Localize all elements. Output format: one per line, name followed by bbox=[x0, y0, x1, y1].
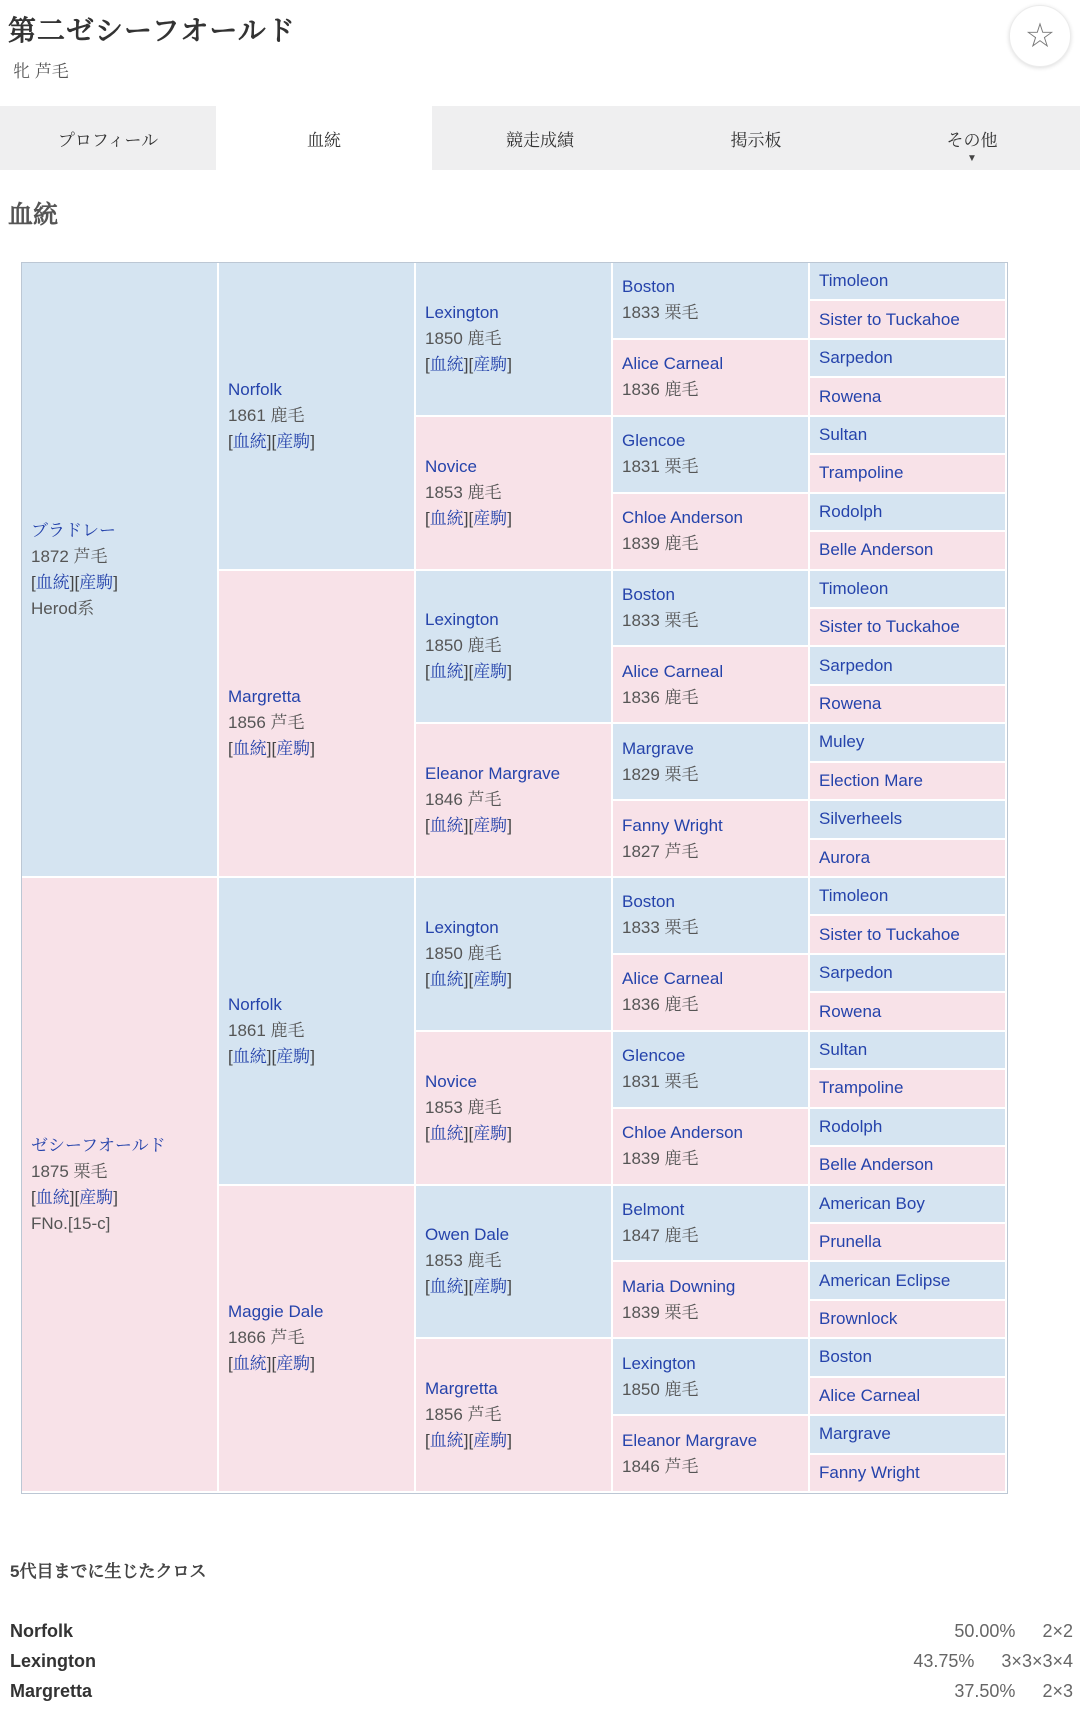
horse-name-line bbox=[425, 1222, 607, 1248]
horse-name-line bbox=[819, 960, 1001, 986]
horse-name-line bbox=[819, 883, 1001, 909]
horse-name-line bbox=[819, 729, 1001, 755]
blood-link[interactable]: 血統 bbox=[232, 1354, 267, 1374]
horse-link[interactable]: Trampoline bbox=[819, 463, 904, 483]
horse-link[interactable]: Sarpedon bbox=[819, 963, 893, 983]
blood-link[interactable]: 血統 bbox=[429, 969, 464, 989]
birth-year-coat: 1839 鹿毛 bbox=[622, 534, 699, 554]
cell-links: [血統][産駒] bbox=[425, 508, 512, 528]
horse-name-line bbox=[622, 1274, 804, 1300]
pedigree-cell bbox=[810, 955, 1007, 993]
blood-link[interactable]: 血統 bbox=[232, 739, 267, 759]
pedigree-cell bbox=[810, 301, 1007, 339]
horse-name-line bbox=[819, 922, 1001, 948]
horse-link[interactable]: Prunella bbox=[819, 1232, 882, 1252]
horse-link[interactable]: Sister to Tuckahoe bbox=[819, 617, 960, 637]
blood-link[interactable]: 血統 bbox=[429, 662, 464, 682]
horse-link[interactable]: Trampoline bbox=[819, 1078, 904, 1098]
birth-year-coat: 1850 鹿毛 bbox=[425, 943, 502, 963]
pedigree-cell bbox=[613, 647, 810, 724]
horse-link[interactable]: Alice Carneal bbox=[622, 661, 724, 681]
pedigree-table bbox=[21, 262, 1008, 1494]
horse-name-line bbox=[819, 537, 1001, 563]
pedigree-cell bbox=[810, 1032, 1007, 1070]
tab-label: プロフィール bbox=[57, 130, 159, 150]
horse-name-line bbox=[425, 607, 607, 633]
offspring-link[interactable]: 産駒 bbox=[473, 816, 508, 836]
cross-horse-name: Norfolk bbox=[10, 1620, 73, 1641]
pedigree-cell bbox=[416, 263, 613, 417]
horse-name-line bbox=[622, 505, 804, 531]
birth-year-coat: 1836 鹿毛 bbox=[622, 380, 699, 400]
horse-name-line bbox=[819, 1460, 1001, 1486]
birth-year-coat: 1850 鹿毛 bbox=[622, 1379, 699, 1399]
horse-link[interactable]: Lexington bbox=[425, 917, 499, 937]
horse-name-line bbox=[228, 377, 410, 403]
cross-horse-name: Margretta bbox=[10, 1680, 93, 1701]
horse-link[interactable]: Rodolph bbox=[819, 501, 883, 521]
horse-link[interactable]: Margretta bbox=[425, 1379, 498, 1399]
cell-links: [血統][産駒] bbox=[425, 354, 512, 374]
horse-link[interactable]: Boston bbox=[819, 1347, 872, 1367]
horse-name-line bbox=[819, 345, 1001, 371]
horse-name-line bbox=[819, 614, 1001, 640]
horse-name-line bbox=[819, 653, 1001, 679]
birth-year-coat: 1846 芦毛 bbox=[622, 1456, 699, 1476]
pedigree-cell bbox=[810, 1416, 1007, 1454]
cell-links: [血統][産駒] bbox=[425, 1277, 512, 1297]
pedigree-cell bbox=[810, 417, 1007, 455]
horse-link[interactable]: Muley bbox=[819, 732, 865, 752]
cross-heading: 5代目までに生じたクロス bbox=[10, 1562, 207, 1581]
pedigree-cell bbox=[810, 571, 1007, 609]
horse-name-line bbox=[819, 1383, 1001, 1409]
favorite-button[interactable] bbox=[1009, 5, 1071, 67]
pedigree-cell bbox=[416, 1339, 613, 1493]
horse-sex-coat: 牝 芦毛 bbox=[13, 62, 69, 81]
pedigree-cell bbox=[810, 1070, 1007, 1108]
birth-year-coat: 1856 芦毛 bbox=[228, 713, 305, 733]
horse-name-line bbox=[622, 1043, 804, 1069]
pedigree-cell bbox=[613, 263, 810, 340]
horse-name-line bbox=[819, 691, 1001, 717]
birth-year-coat: 1833 栗毛 bbox=[622, 610, 699, 630]
cell-links: [血統][産駒] bbox=[425, 662, 512, 682]
horse-link[interactable]: Novice bbox=[425, 456, 477, 476]
horse-name-line bbox=[622, 582, 804, 608]
birth-year-coat: 1861 鹿毛 bbox=[228, 1020, 305, 1040]
horse-link[interactable]: Sarpedon bbox=[819, 655, 893, 675]
birth-year-coat: 1833 栗毛 bbox=[622, 303, 699, 323]
blood-link[interactable]: 血統 bbox=[232, 431, 267, 451]
pedigree-cell bbox=[613, 724, 810, 801]
page-header bbox=[0, 0, 1080, 82]
pedigree-cell bbox=[613, 1186, 810, 1263]
horse-link[interactable]: Alice Carneal bbox=[622, 354, 724, 374]
horse-name-line bbox=[819, 268, 1001, 294]
pedigree-cell bbox=[810, 1147, 1007, 1185]
pedigree-cell bbox=[613, 340, 810, 417]
horse-name-line bbox=[819, 1306, 1001, 1332]
horse-name: 第二ゼシーフオールド bbox=[8, 15, 296, 46]
caret-down-icon: ▼ bbox=[967, 153, 977, 164]
pedigree-cell bbox=[810, 840, 1007, 878]
horse-name-line bbox=[622, 428, 804, 454]
horse-name-line bbox=[622, 736, 804, 762]
horse-name-line bbox=[622, 1120, 804, 1146]
birth-year-coat: 1836 鹿毛 bbox=[622, 687, 699, 707]
cross-pattern: 3×3×3×4 bbox=[1001, 1650, 1073, 1671]
horse-link[interactable]: Boston bbox=[622, 277, 675, 297]
horse-link[interactable]: Eleanor Margrave bbox=[425, 764, 561, 784]
pedigree-cell bbox=[613, 1109, 810, 1186]
birth-year-coat: 1829 栗毛 bbox=[622, 764, 699, 784]
pedigree-cell bbox=[613, 955, 810, 1032]
birth-year-coat: 1853 鹿毛 bbox=[425, 482, 502, 502]
pedigree-cell bbox=[810, 609, 1007, 647]
horse-link[interactable]: Timoleon bbox=[819, 886, 889, 906]
offspring-link[interactable]: 産駒 bbox=[473, 1123, 508, 1143]
pedigree-cell bbox=[416, 417, 613, 571]
horse-link[interactable]: Margrave bbox=[819, 1424, 891, 1444]
pedigree-cell bbox=[810, 686, 1007, 724]
horse-link[interactable]: Lexington bbox=[622, 1353, 696, 1373]
horse-name-line bbox=[31, 1133, 213, 1159]
cell-links: [血統][産駒] bbox=[31, 572, 118, 592]
horse-name-line bbox=[622, 351, 804, 377]
pedigree-cell bbox=[810, 263, 1007, 301]
horse-link[interactable]: Glencoe bbox=[622, 431, 686, 451]
cell-links: [血統][産駒] bbox=[228, 1354, 315, 1374]
pedigree-table-body bbox=[22, 263, 1007, 1493]
birth-year-coat: 1856 芦毛 bbox=[425, 1405, 502, 1425]
horse-link[interactable]: Lexington bbox=[425, 610, 499, 630]
offspring-link[interactable]: 産駒 bbox=[473, 354, 508, 374]
tab-label: 競走成績 bbox=[506, 130, 574, 150]
birth-year-coat: 1827 芦毛 bbox=[622, 841, 699, 861]
birth-year-coat: 1853 鹿毛 bbox=[425, 1251, 502, 1271]
pedigree-cell bbox=[810, 1186, 1007, 1224]
horse-link[interactable]: Alice Carneal bbox=[819, 1385, 921, 1405]
horse-link[interactable]: Alice Carneal bbox=[622, 969, 724, 989]
horse-name-line bbox=[228, 684, 410, 710]
horse-link[interactable]: Belle Anderson bbox=[819, 1155, 934, 1175]
horse-name-line bbox=[819, 1344, 1001, 1370]
horse-name-line bbox=[819, 460, 1001, 486]
horse-link[interactable]: Belmont bbox=[622, 1199, 685, 1219]
horse-name-line bbox=[425, 1069, 607, 1095]
pedigree-heading: 血統 bbox=[8, 201, 59, 229]
horse-link[interactable]: Glencoe bbox=[622, 1046, 686, 1066]
horse-link[interactable]: Maggie Dale bbox=[228, 1302, 324, 1322]
pedigree-cell bbox=[810, 1109, 1007, 1147]
horse-name-line bbox=[819, 806, 1001, 832]
offspring-link[interactable]: 産駒 bbox=[276, 431, 311, 451]
tab-race-results[interactable] bbox=[432, 106, 648, 170]
horse-name-line bbox=[819, 1152, 1001, 1178]
horse-name-line bbox=[425, 1376, 607, 1402]
horse-link[interactable]: Chloe Anderson bbox=[622, 508, 743, 528]
cross-pattern: 2×2 bbox=[1042, 1620, 1073, 1641]
birth-year-coat: 1846 芦毛 bbox=[425, 790, 502, 810]
cell-links: [血統][産駒] bbox=[228, 739, 315, 759]
blood-link[interactable]: 血統 bbox=[429, 1123, 464, 1143]
blood-link[interactable]: 血統 bbox=[35, 572, 70, 592]
horse-link[interactable]: Election Mare bbox=[819, 770, 923, 790]
horse-link[interactable]: Margretta bbox=[228, 687, 301, 707]
blood-link[interactable]: 血統 bbox=[429, 816, 464, 836]
blood-link[interactable]: 血統 bbox=[232, 1046, 267, 1066]
horse-name-line bbox=[819, 845, 1001, 871]
horse-link[interactable]: Chloe Anderson bbox=[622, 1123, 743, 1143]
cell-links: [血統][産駒] bbox=[425, 1431, 512, 1451]
horse-name-line bbox=[819, 1075, 1001, 1101]
horse-name-line bbox=[622, 659, 804, 685]
horse-link[interactable]: American Eclipse bbox=[819, 1270, 951, 1290]
birth-year-coat: 1872 芦毛 bbox=[31, 546, 108, 566]
pedigree-cell bbox=[613, 1032, 810, 1109]
cell-links: [血統][産駒] bbox=[228, 431, 315, 451]
pedigree-cell bbox=[810, 993, 1007, 1031]
horse-link[interactable]: Sultan bbox=[819, 1039, 868, 1059]
cross-horse-name: Lexington bbox=[10, 1650, 96, 1671]
horse-link[interactable]: Sister to Tuckahoe bbox=[819, 309, 960, 329]
lineage-note: Herod系 bbox=[31, 598, 95, 618]
horse-link[interactable]: Brownlock bbox=[819, 1309, 898, 1329]
pedigree-cell bbox=[810, 1455, 1007, 1493]
pedigree-section bbox=[0, 200, 1080, 1706]
pedigree-cell bbox=[219, 1186, 416, 1494]
horse-link[interactable]: ゼシーフオールド bbox=[31, 1135, 166, 1155]
horse-link[interactable]: ブラドレー bbox=[31, 520, 116, 540]
pedigree-cell bbox=[416, 1032, 613, 1186]
cell-links: [血統][産駒] bbox=[31, 1187, 118, 1207]
horse-link[interactable]: Novice bbox=[425, 1071, 477, 1091]
horse-link[interactable]: Aurora bbox=[819, 847, 871, 867]
pedigree-cell bbox=[810, 1262, 1007, 1300]
horse-name-line bbox=[228, 1299, 410, 1325]
birth-year-coat: 1850 鹿毛 bbox=[425, 328, 502, 348]
horse-link[interactable]: Silverheels bbox=[819, 809, 903, 829]
horse-name-line bbox=[819, 384, 1001, 410]
offspring-link[interactable]: 産駒 bbox=[473, 969, 508, 989]
birth-year-coat: 1875 栗毛 bbox=[31, 1161, 108, 1181]
pedigree-cell bbox=[613, 801, 810, 878]
offspring-link[interactable]: 産駒 bbox=[79, 1187, 114, 1207]
horse-name-line bbox=[31, 518, 213, 544]
cell-links: [血統][産駒] bbox=[425, 969, 512, 989]
birth-year-coat: 1831 栗毛 bbox=[622, 1072, 699, 1092]
cross-row bbox=[10, 1646, 1073, 1676]
pedigree-cell bbox=[22, 878, 219, 1493]
birth-year-coat: 1833 栗毛 bbox=[622, 918, 699, 938]
birth-year-coat: 1853 鹿毛 bbox=[425, 1097, 502, 1117]
tab-others[interactable] bbox=[864, 106, 1080, 170]
pedigree-cell bbox=[613, 494, 810, 571]
birth-year-coat: 1850 鹿毛 bbox=[425, 636, 502, 656]
birth-year-coat: 1839 栗毛 bbox=[622, 1302, 699, 1322]
horse-name-line bbox=[819, 499, 1001, 525]
horse-name-line bbox=[622, 813, 804, 839]
pedigree-cell bbox=[810, 724, 1007, 762]
horse-link[interactable]: Fanny Wright bbox=[622, 815, 723, 835]
tab-profile[interactable] bbox=[0, 106, 216, 170]
tab-board[interactable] bbox=[648, 106, 864, 170]
horse-link[interactable]: Sarpedon bbox=[819, 348, 893, 368]
horse-name-line bbox=[622, 274, 804, 300]
horse-name-line bbox=[819, 1037, 1001, 1063]
cross-list bbox=[10, 1616, 1073, 1706]
horse-link[interactable]: Norfolk bbox=[228, 379, 282, 399]
blood-link[interactable]: 血統 bbox=[429, 508, 464, 528]
horse-link[interactable]: Margrave bbox=[622, 738, 694, 758]
cross-percent: 37.50% bbox=[954, 1680, 1016, 1701]
blood-link[interactable]: 血統 bbox=[429, 354, 464, 374]
blood-link[interactable]: 血統 bbox=[429, 1431, 464, 1451]
horse-name-line bbox=[819, 1229, 1001, 1255]
cross-row bbox=[10, 1676, 1073, 1706]
horse-name-line bbox=[819, 768, 1001, 794]
pedigree-cell bbox=[416, 1186, 613, 1340]
offspring-link[interactable]: 産駒 bbox=[276, 1354, 311, 1374]
horse-name-line bbox=[622, 966, 804, 992]
tab-label: 血統 bbox=[307, 130, 341, 150]
blood-link[interactable]: 血統 bbox=[35, 1187, 70, 1207]
horse-link[interactable]: Timoleon bbox=[819, 578, 889, 598]
horse-link[interactable]: Rowena bbox=[819, 1001, 882, 1021]
horse-name-line bbox=[819, 1191, 1001, 1217]
pedigree-cell bbox=[810, 1378, 1007, 1416]
horse-link[interactable]: Sultan bbox=[819, 424, 868, 444]
horse-name-line bbox=[819, 1421, 1001, 1447]
horse-name-line bbox=[425, 454, 607, 480]
birth-year-coat: 1836 鹿毛 bbox=[622, 995, 699, 1015]
pedigree-cell bbox=[810, 532, 1007, 570]
horse-name-line bbox=[425, 761, 607, 787]
pedigree-cell bbox=[613, 417, 810, 494]
pedigree-cell bbox=[613, 571, 810, 648]
horse-link[interactable]: Belle Anderson bbox=[819, 540, 934, 560]
pedigree-cell bbox=[219, 571, 416, 879]
pedigree-cell bbox=[613, 878, 810, 955]
horse-name-line bbox=[819, 1114, 1001, 1140]
star-icon: ☆ bbox=[1024, 17, 1056, 55]
birth-year-coat: 1839 鹿毛 bbox=[622, 1149, 699, 1169]
horse-name-line bbox=[622, 1428, 804, 1454]
horse-name-line bbox=[819, 576, 1001, 602]
pedigree-cell bbox=[810, 801, 1007, 839]
horse-link[interactable]: Timoleon bbox=[819, 271, 889, 291]
cross-row bbox=[10, 1616, 1073, 1646]
pedigree-cell bbox=[810, 1224, 1007, 1262]
birth-year-coat: 1847 鹿毛 bbox=[622, 1225, 699, 1245]
horse-link[interactable]: Rodolph bbox=[819, 1116, 883, 1136]
pedigree-cell bbox=[810, 378, 1007, 416]
horse-link[interactable]: Boston bbox=[622, 584, 675, 604]
offspring-link[interactable]: 産駒 bbox=[473, 1277, 508, 1297]
horse-name-line bbox=[622, 889, 804, 915]
horse-link[interactable]: Lexington bbox=[425, 302, 499, 322]
lineage-note: FNo.[15-c] bbox=[31, 1213, 111, 1233]
birth-year-coat: 1831 栗毛 bbox=[622, 457, 699, 477]
offspring-link[interactable]: 産駒 bbox=[276, 1046, 311, 1066]
tab-pedigree[interactable] bbox=[216, 106, 432, 170]
horse-name-line bbox=[819, 422, 1001, 448]
pedigree-cell bbox=[810, 878, 1007, 916]
tab-bar bbox=[0, 106, 1080, 170]
birth-year-coat: 1866 芦毛 bbox=[228, 1328, 305, 1348]
horse-name-line bbox=[425, 915, 607, 941]
horse-link[interactable]: Boston bbox=[622, 892, 675, 912]
cross-percent: 43.75% bbox=[913, 1650, 975, 1671]
horse-link[interactable]: Norfolk bbox=[228, 994, 282, 1014]
offspring-link[interactable]: 産駒 bbox=[473, 508, 508, 528]
pedigree-cell bbox=[219, 878, 416, 1186]
horse-name-line bbox=[819, 999, 1001, 1025]
pedigree-cell bbox=[810, 916, 1007, 954]
horse-name-line bbox=[819, 1268, 1001, 1294]
blood-link[interactable]: 血統 bbox=[429, 1277, 464, 1297]
pedigree-cell bbox=[810, 647, 1007, 685]
horse-name-line bbox=[622, 1351, 804, 1377]
cross-percent: 50.00% bbox=[954, 1620, 1016, 1641]
horse-link[interactable]: Rowena bbox=[819, 386, 882, 406]
pedigree-cell bbox=[22, 263, 219, 878]
cell-links: [血統][産駒] bbox=[425, 816, 512, 836]
pedigree-cell bbox=[416, 724, 613, 878]
horse-name-line bbox=[425, 300, 607, 326]
birth-year-coat: 1861 鹿毛 bbox=[228, 405, 305, 425]
pedigree-cell bbox=[219, 263, 416, 571]
horse-link[interactable]: Fanny Wright bbox=[819, 1462, 920, 1482]
offspring-link[interactable]: 産駒 bbox=[276, 739, 311, 759]
pedigree-cell bbox=[613, 1416, 810, 1493]
offspring-link[interactable]: 産駒 bbox=[79, 572, 114, 592]
horse-name-line bbox=[819, 307, 1001, 333]
horse-link[interactable]: Sister to Tuckahoe bbox=[819, 924, 960, 944]
pedigree-cell bbox=[810, 455, 1007, 493]
pedigree-cell bbox=[810, 340, 1007, 378]
tab-label: その他 bbox=[946, 130, 998, 150]
cell-links: [血統][産駒] bbox=[425, 1123, 512, 1143]
offspring-link[interactable]: 産駒 bbox=[473, 662, 508, 682]
pedigree-cell bbox=[613, 1262, 810, 1339]
tab-label: 掲示板 bbox=[730, 130, 782, 150]
offspring-link[interactable]: 産駒 bbox=[473, 1431, 508, 1451]
horse-link[interactable]: Eleanor Margrave bbox=[622, 1430, 758, 1450]
pedigree-cell bbox=[810, 1339, 1007, 1377]
pedigree-cell bbox=[416, 878, 613, 1032]
horse-name-line bbox=[622, 1197, 804, 1223]
horse-link[interactable]: Maria Downing bbox=[622, 1276, 736, 1296]
horse-name-line bbox=[228, 992, 410, 1018]
horse-link[interactable]: Owen Dale bbox=[425, 1225, 510, 1245]
cross-pattern: 2×3 bbox=[1042, 1680, 1073, 1701]
pedigree-cell bbox=[810, 494, 1007, 532]
horse-link[interactable]: Rowena bbox=[819, 694, 882, 714]
cell-links: [血統][産駒] bbox=[228, 1046, 315, 1066]
horse-link[interactable]: American Boy bbox=[819, 1193, 925, 1213]
pedigree-cell bbox=[613, 1339, 810, 1416]
pedigree-cell bbox=[416, 571, 613, 725]
pedigree-cell bbox=[810, 763, 1007, 801]
pedigree-cell bbox=[810, 1301, 1007, 1339]
